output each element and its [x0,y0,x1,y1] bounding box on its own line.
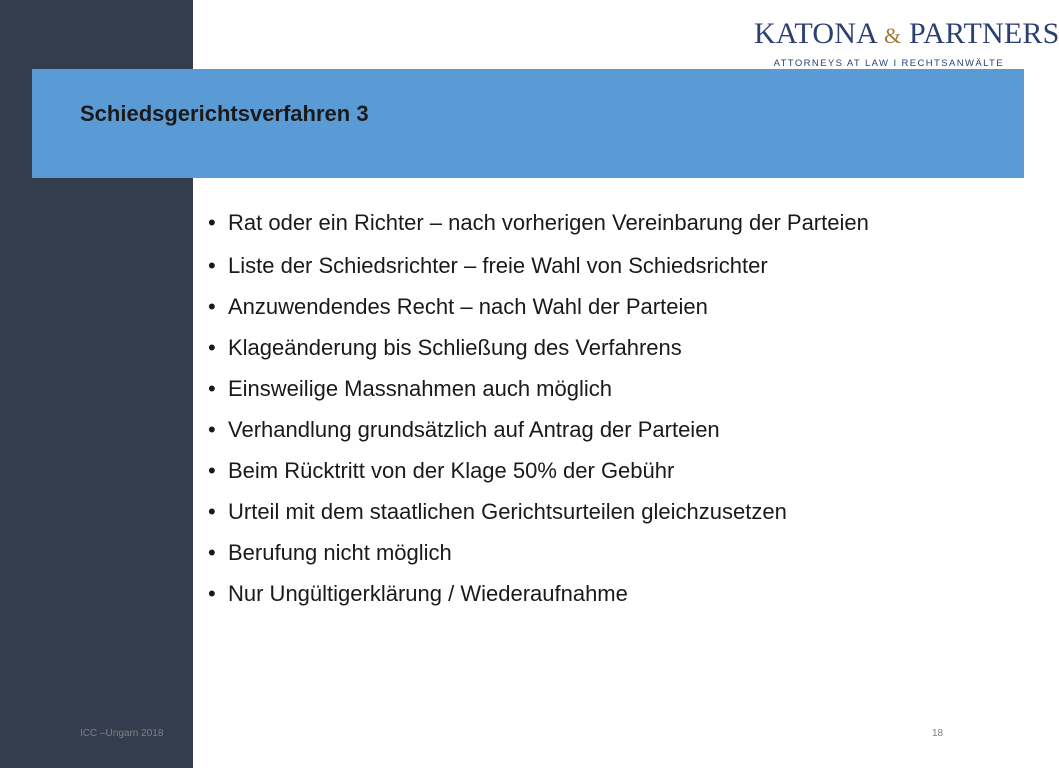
footer-label: ICC –Ungarn 2018 [80,728,164,739]
logo-wordmark [754,17,1059,52]
logo-tagline: ATTORNEYS AT LAW I RECHTSANWÄLTE [773,58,1004,69]
bullet-item: • Anzuwendendes Recht – nach Wahl der Parteien [208,293,944,320]
logo-name-right: PARTNERS [909,17,1059,50]
bullet-item: • Urteil mit dem staatlichen Gerichtsurteilen gleichzusetzen [208,498,944,525]
bullet-item: • Verhandlung grundsätzlich auf Antrag der Parteien [208,416,944,443]
bullet-item: • Klageänderung bis Schließung des Verfahrens [208,334,944,361]
bullet-list [208,210,944,621]
bullet-item: • Nur Ungültigerklärung / Wiederaufnahme [208,580,944,607]
logo-ampersand: & [884,23,902,48]
bullet-item: • Rat oder ein Richter – nach vorherigen Vereinbarung der Parteien [208,210,944,236]
page-number: 18 [932,728,944,739]
bullet-item: • Beim Rücktritt von der Klage 50% der Gebühr [208,457,944,484]
logo-name-left: KATONA [754,17,877,50]
bullet-item: • Einsweilige Massnahmen auch möglich [208,375,944,402]
bullet-item: • Liste der Schiedsrichter – freie Wahl von Schiedsrichter [208,252,944,279]
company-logo [754,17,1059,69]
bullet-item: • Berufung nicht möglich [208,539,944,566]
slide-title: Schiedsgerichtsverfahren 3 [80,101,369,126]
